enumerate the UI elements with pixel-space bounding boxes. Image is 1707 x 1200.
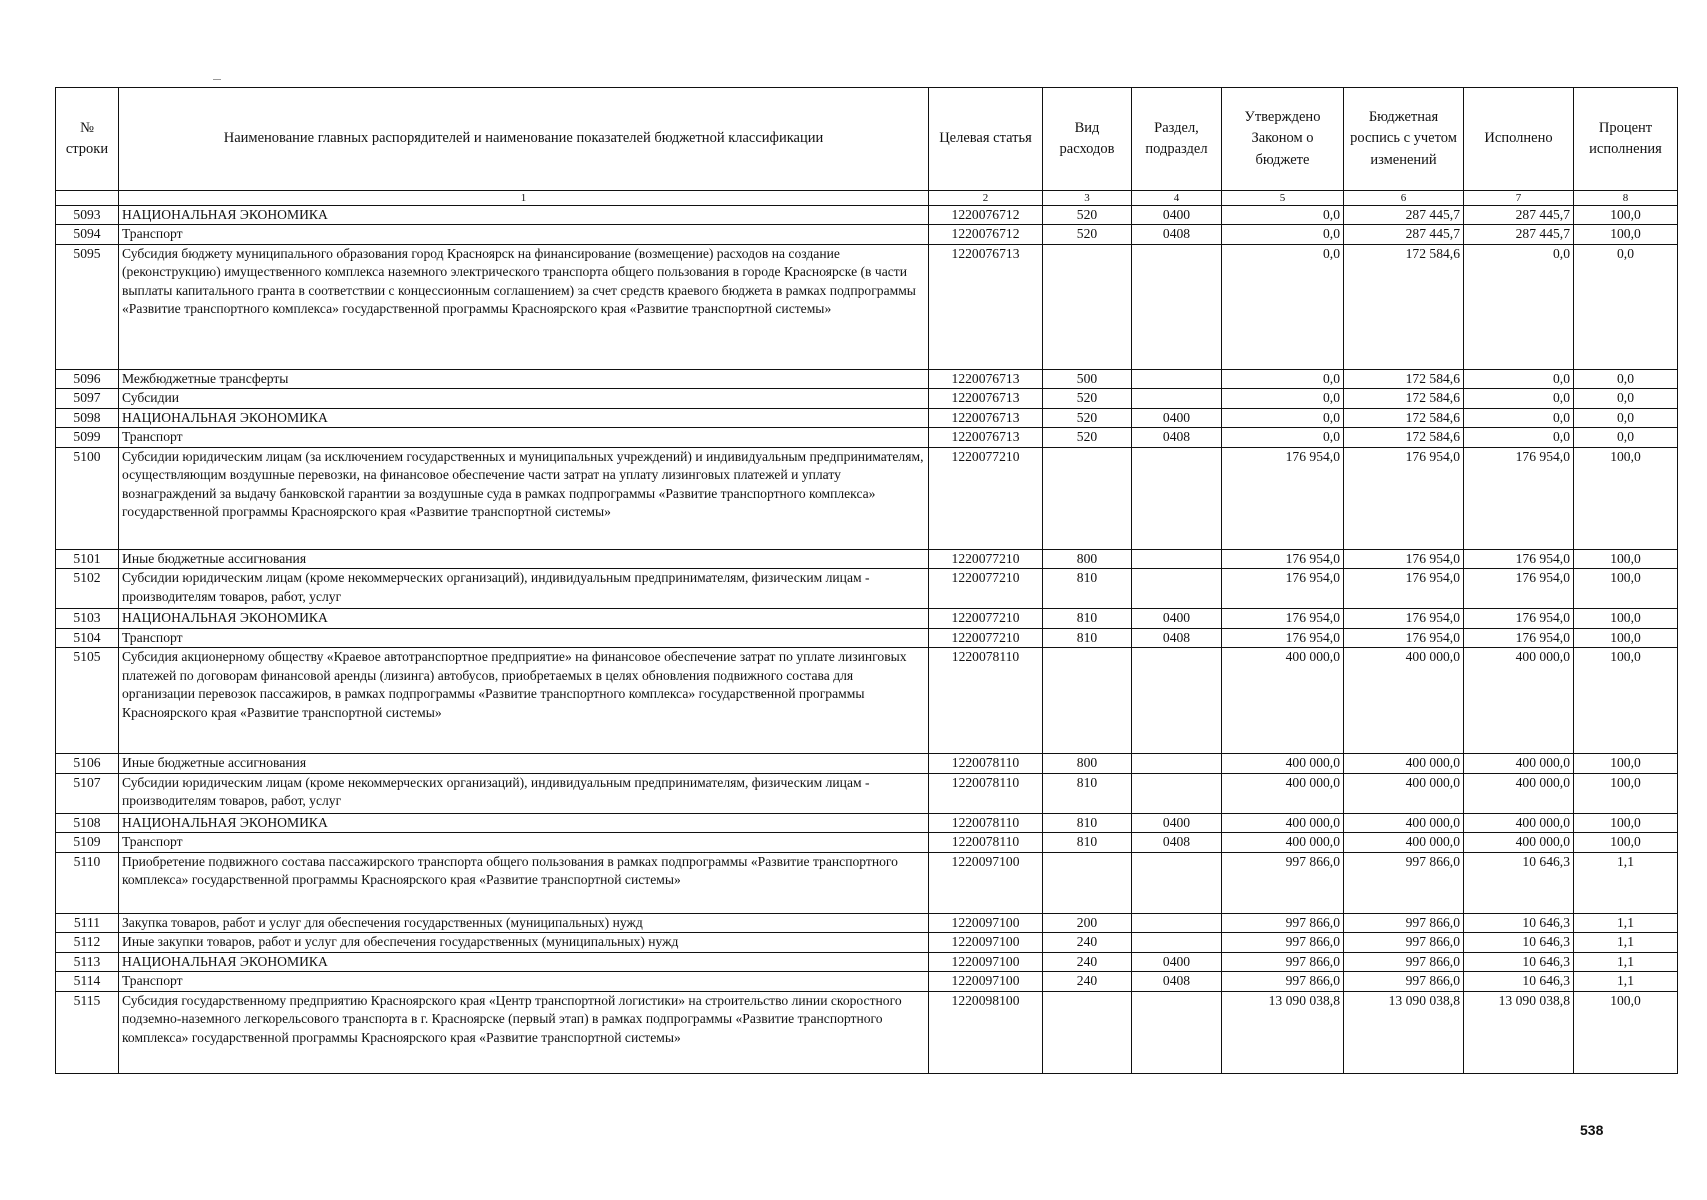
target-article-cell: 1220076713	[929, 369, 1043, 388]
percent-cell: 100,0	[1574, 991, 1678, 1073]
target-article-cell: 1220076713	[929, 244, 1043, 369]
expense-type-cell: 810	[1043, 813, 1132, 832]
indicator-name-cell: Субсидия акционерному обществу «Краевое автотранспортное предприятие» на финансовое обеспечение затрат по уплате лизинговых платежей по договорам финансовой аренды (лизинга) автобусов, приобретаемых в целях обновления подвижного состава для организации перевозок пассажиров, в рамках подпрограммы «Развитие транспортного комплекса» государственной программы Красноярского края «Развитие транспортной системы»	[119, 648, 929, 754]
row-number-cell: 5109	[56, 833, 119, 852]
section-cell: 0400	[1132, 206, 1222, 225]
expense-type-cell	[1043, 852, 1132, 913]
expense-type-cell: 520	[1043, 389, 1132, 408]
column-number: 1	[119, 191, 929, 206]
expense-type-cell: 200	[1043, 913, 1132, 932]
table-row	[56, 408, 1678, 427]
table-row	[56, 206, 1678, 225]
percent-cell: 0,0	[1574, 389, 1678, 408]
table-row	[56, 913, 1678, 932]
indicator-name-cell: НАЦИОНАЛЬНАЯ ЭКОНОМИКА	[119, 952, 929, 971]
table-row	[56, 225, 1678, 244]
table-row	[56, 369, 1678, 388]
indicator-name-cell: НАЦИОНАЛЬНАЯ ЭКОНОМИКА	[119, 813, 929, 832]
percent-cell: 100,0	[1574, 754, 1678, 773]
table-row	[56, 569, 1678, 609]
executed-cell: 400 000,0	[1464, 833, 1574, 852]
percent-cell: 1,1	[1574, 913, 1678, 932]
column-number: 5	[1222, 191, 1344, 206]
approved-cell: 0,0	[1222, 428, 1344, 447]
budget-list-cell: 172 584,6	[1344, 428, 1464, 447]
approved-cell: 13 090 038,8	[1222, 991, 1344, 1073]
budget-list-cell: 400 000,0	[1344, 833, 1464, 852]
percent-cell: 0,0	[1574, 244, 1678, 369]
budget-list-cell: 176 954,0	[1344, 569, 1464, 609]
header-executed: Исполнено	[1464, 88, 1574, 191]
expense-type-cell: 810	[1043, 773, 1132, 813]
executed-cell: 287 445,7	[1464, 206, 1574, 225]
percent-cell: 100,0	[1574, 549, 1678, 568]
column-number-blank	[56, 191, 119, 206]
target-article-cell: 1220077210	[929, 569, 1043, 609]
table-row	[56, 389, 1678, 408]
percent-cell: 1,1	[1574, 972, 1678, 991]
budget-list-cell: 997 866,0	[1344, 933, 1464, 952]
row-number-cell: 5114	[56, 972, 119, 991]
header-percent: Процент исполнения	[1574, 88, 1678, 191]
section-cell: 0400	[1132, 609, 1222, 628]
target-article-cell: 1220097100	[929, 852, 1043, 913]
target-article-cell: 1220076712	[929, 225, 1043, 244]
budget-list-cell: 400 000,0	[1344, 754, 1464, 773]
budget-list-cell: 176 954,0	[1344, 447, 1464, 549]
indicator-name-cell: Закупка товаров, работ и услуг для обеспечения государственных (муниципальных) нужд	[119, 913, 929, 932]
section-cell: 0408	[1132, 428, 1222, 447]
row-number-cell: 5110	[56, 852, 119, 913]
indicator-name-cell: Субсидия государственному предприятию Красноярского края «Центр транспортной логистики» на строительство линии скоростного подземно-наземного легкорельсового транспорта в г. Красноярске (первый этап) в рамках подпрограммы «Развитие транспортного комплекса» государственной программы Красноярского края «Развитие транспортной системы»	[119, 991, 929, 1073]
row-number-cell: 5103	[56, 609, 119, 628]
expense-type-cell	[1043, 447, 1132, 549]
indicator-name-cell: Субсидии юридическим лицам (кроме некоммерческих организаций), индивидуальным предпринимателям, физическим лицам - производителям товаров, работ, услуг	[119, 569, 929, 609]
row-number-cell: 5115	[56, 991, 119, 1073]
expense-type-cell: 810	[1043, 833, 1132, 852]
budget-execution-table	[55, 87, 1678, 1074]
executed-cell: 10 646,3	[1464, 972, 1574, 991]
expense-type-cell: 520	[1043, 225, 1132, 244]
budget-list-cell: 997 866,0	[1344, 972, 1464, 991]
approved-cell: 400 000,0	[1222, 833, 1344, 852]
row-number-cell: 5099	[56, 428, 119, 447]
target-article-cell: 1220077210	[929, 447, 1043, 549]
expense-type-cell: 800	[1043, 549, 1132, 568]
budget-list-cell: 997 866,0	[1344, 852, 1464, 913]
percent-cell: 0,0	[1574, 428, 1678, 447]
section-cell	[1132, 933, 1222, 952]
row-number-cell: 5093	[56, 206, 119, 225]
indicator-name-cell: Межбюджетные трансферты	[119, 369, 929, 388]
indicator-name-cell: Субсидии юридическим лицам (кроме некоммерческих организаций), индивидуальным предпринимателям, физическим лицам - производителям товаров, работ, услуг	[119, 773, 929, 813]
indicator-name-cell: Иные бюджетные ассигнования	[119, 549, 929, 568]
approved-cell: 176 954,0	[1222, 447, 1344, 549]
section-cell: 0408	[1132, 225, 1222, 244]
percent-cell: 100,0	[1574, 447, 1678, 549]
column-number-row	[56, 191, 1678, 206]
approved-cell: 400 000,0	[1222, 648, 1344, 754]
header-expense-type: Вид расходов	[1043, 88, 1132, 191]
target-article-cell: 1220078110	[929, 754, 1043, 773]
executed-cell: 400 000,0	[1464, 754, 1574, 773]
budget-list-cell: 176 954,0	[1344, 628, 1464, 647]
table-row	[56, 648, 1678, 754]
column-number: 8	[1574, 191, 1678, 206]
approved-cell: 400 000,0	[1222, 813, 1344, 832]
page-number: 538	[1580, 1122, 1604, 1138]
header-row	[56, 88, 1678, 191]
table-row	[56, 833, 1678, 852]
percent-cell: 1,1	[1574, 952, 1678, 971]
row-number-cell: 5100	[56, 447, 119, 549]
target-article-cell: 1220097100	[929, 952, 1043, 971]
section-cell: 0400	[1132, 408, 1222, 427]
table-row	[56, 852, 1678, 913]
target-article-cell: 1220078110	[929, 773, 1043, 813]
budget-list-cell: 287 445,7	[1344, 225, 1464, 244]
percent-cell: 100,0	[1574, 773, 1678, 813]
budget-list-cell: 400 000,0	[1344, 813, 1464, 832]
budget-list-cell: 176 954,0	[1344, 549, 1464, 568]
budget-list-cell: 172 584,6	[1344, 408, 1464, 427]
executed-cell: 400 000,0	[1464, 648, 1574, 754]
header-approved: Утверждено Законом о бюджете	[1222, 88, 1344, 191]
indicator-name-cell: Иные бюджетные ассигнования	[119, 754, 929, 773]
executed-cell: 13 090 038,8	[1464, 991, 1574, 1073]
table-row	[56, 933, 1678, 952]
row-number-cell: 5098	[56, 408, 119, 427]
indicator-name-cell: НАЦИОНАЛЬНАЯ ЭКОНОМИКА	[119, 609, 929, 628]
executed-cell: 400 000,0	[1464, 773, 1574, 813]
percent-cell: 1,1	[1574, 852, 1678, 913]
indicator-name-cell: Транспорт	[119, 628, 929, 647]
header-target-article: Целевая статья	[929, 88, 1043, 191]
section-cell: 0400	[1132, 952, 1222, 971]
percent-cell: 0,0	[1574, 408, 1678, 427]
target-article-cell: 1220077210	[929, 549, 1043, 568]
section-cell	[1132, 569, 1222, 609]
budget-list-cell: 172 584,6	[1344, 369, 1464, 388]
target-article-cell: 1220076713	[929, 389, 1043, 408]
budget-list-cell: 400 000,0	[1344, 773, 1464, 813]
expense-type-cell: 240	[1043, 933, 1132, 952]
target-article-cell: 1220098100	[929, 991, 1043, 1073]
indicator-name-cell: Транспорт	[119, 225, 929, 244]
approved-cell: 176 954,0	[1222, 569, 1344, 609]
section-cell	[1132, 447, 1222, 549]
row-number-cell: 5107	[56, 773, 119, 813]
budget-list-cell: 997 866,0	[1344, 952, 1464, 971]
budget-list-cell: 287 445,7	[1344, 206, 1464, 225]
budget-list-cell: 172 584,6	[1344, 389, 1464, 408]
expense-type-cell: 520	[1043, 428, 1132, 447]
budget-list-cell: 400 000,0	[1344, 648, 1464, 754]
target-article-cell: 1220077210	[929, 609, 1043, 628]
approved-cell: 0,0	[1222, 369, 1344, 388]
percent-cell: 100,0	[1574, 833, 1678, 852]
executed-cell: 0,0	[1464, 389, 1574, 408]
executed-cell: 10 646,3	[1464, 952, 1574, 971]
row-number-cell: 5105	[56, 648, 119, 754]
approved-cell: 997 866,0	[1222, 952, 1344, 971]
target-article-cell: 1220076713	[929, 428, 1043, 447]
row-number-cell: 5094	[56, 225, 119, 244]
target-article-cell: 1220076712	[929, 206, 1043, 225]
percent-cell: 100,0	[1574, 569, 1678, 609]
indicator-name-cell: НАЦИОНАЛЬНАЯ ЭКОНОМИКА	[119, 206, 929, 225]
table-row	[56, 754, 1678, 773]
row-number-cell: 5108	[56, 813, 119, 832]
target-article-cell: 1220097100	[929, 913, 1043, 932]
section-cell: 0408	[1132, 972, 1222, 991]
table-row	[56, 773, 1678, 813]
table-row	[56, 813, 1678, 832]
section-cell	[1132, 389, 1222, 408]
section-cell	[1132, 913, 1222, 932]
section-cell	[1132, 244, 1222, 369]
table-row	[56, 952, 1678, 971]
approved-cell: 176 954,0	[1222, 609, 1344, 628]
column-number: 3	[1043, 191, 1132, 206]
approved-cell: 997 866,0	[1222, 933, 1344, 952]
executed-cell: 176 954,0	[1464, 447, 1574, 549]
executed-cell: 176 954,0	[1464, 628, 1574, 647]
expense-type-cell: 810	[1043, 609, 1132, 628]
row-number-cell: 5102	[56, 569, 119, 609]
approved-cell: 176 954,0	[1222, 628, 1344, 647]
approved-cell: 0,0	[1222, 225, 1344, 244]
header-budget-list: Бюджетная роспись с учетом изменений	[1344, 88, 1464, 191]
table-row	[56, 549, 1678, 568]
indicator-name-cell: Субсидия бюджету муниципального образования город Красноярск на финансирование (возмещение) расходов на создание (реконструкцию) имущественного комплекса наземного электрического транспорта общего пользования в городе Красноярске (в части выплаты капитального гранта в соответствии с концессионным соглашением) за счет средств краевого бюджета в рамках подпрограммы «Развитие транспортного комплекса» государственной программы Красноярского края «Развитие транспортной системы»	[119, 244, 929, 369]
indicator-name-cell: Субсидии	[119, 389, 929, 408]
table-row	[56, 447, 1678, 549]
executed-cell: 10 646,3	[1464, 933, 1574, 952]
header-section: Раздел, подраздел	[1132, 88, 1222, 191]
section-cell	[1132, 549, 1222, 568]
expense-type-cell: 240	[1043, 972, 1132, 991]
executed-cell: 176 954,0	[1464, 549, 1574, 568]
table-row	[56, 244, 1678, 369]
row-number-cell: 5104	[56, 628, 119, 647]
section-cell	[1132, 648, 1222, 754]
row-number-cell: 5097	[56, 389, 119, 408]
expense-type-cell: 500	[1043, 369, 1132, 388]
row-number-cell: 5106	[56, 754, 119, 773]
expense-type-cell	[1043, 648, 1132, 754]
section-cell	[1132, 773, 1222, 813]
executed-cell: 287 445,7	[1464, 225, 1574, 244]
executed-cell: 0,0	[1464, 428, 1574, 447]
approved-cell: 0,0	[1222, 244, 1344, 369]
section-cell	[1132, 369, 1222, 388]
table-body	[56, 206, 1678, 1074]
section-cell: 0408	[1132, 833, 1222, 852]
expense-type-cell: 520	[1043, 206, 1132, 225]
target-article-cell: 1220078110	[929, 648, 1043, 754]
executed-cell: 176 954,0	[1464, 609, 1574, 628]
approved-cell: 400 000,0	[1222, 754, 1344, 773]
approved-cell: 997 866,0	[1222, 913, 1344, 932]
budget-list-cell: 172 584,6	[1344, 244, 1464, 369]
percent-cell: 100,0	[1574, 628, 1678, 647]
approved-cell: 0,0	[1222, 408, 1344, 427]
column-number: 4	[1132, 191, 1222, 206]
budget-list-cell: 176 954,0	[1344, 609, 1464, 628]
target-article-cell: 1220078110	[929, 813, 1043, 832]
executed-cell: 10 646,3	[1464, 852, 1574, 913]
approved-cell: 0,0	[1222, 206, 1344, 225]
section-cell	[1132, 991, 1222, 1073]
percent-cell: 100,0	[1574, 813, 1678, 832]
approved-cell: 400 000,0	[1222, 773, 1344, 813]
table-row	[56, 991, 1678, 1073]
row-number-cell: 5113	[56, 952, 119, 971]
indicator-name-cell: Приобретение подвижного состава пассажирского транспорта общего пользования в рамках подпрограммы «Развитие транспортного комплекса» государственной программы Красноярского края «Развитие транспортной системы»	[119, 852, 929, 913]
section-cell: 0408	[1132, 628, 1222, 647]
row-number-cell: 5096	[56, 369, 119, 388]
approved-cell: 176 954,0	[1222, 549, 1344, 568]
approved-cell: 997 866,0	[1222, 852, 1344, 913]
table-row	[56, 428, 1678, 447]
indicator-name-cell: Транспорт	[119, 972, 929, 991]
indicator-name-cell: Субсидии юридическим лицам (за исключением государственных и муниципальных учреждений) и индивидуальным предпринимателям, осуществляющим воздушные перевозки, на финансовое обеспечение части затрат на уплату лизинговых платежей и уплату вознаграждений за выдачу банковской гарантии за воздушные суда в рамках подпрограммы «Развитие транспортного комплекса» государственной программы Красноярского края «Развитие транспортной системы»	[119, 447, 929, 549]
executed-cell: 0,0	[1464, 244, 1574, 369]
expense-type-cell	[1043, 991, 1132, 1073]
header-name: Наименование главных распорядителей и наименование показателей бюджетной классификации	[119, 88, 929, 191]
row-number-cell: 5112	[56, 933, 119, 952]
percent-cell: 1,1	[1574, 933, 1678, 952]
expense-type-cell: 810	[1043, 628, 1132, 647]
header-row-number: № строки	[56, 88, 119, 191]
table-row	[56, 628, 1678, 647]
table-row	[56, 972, 1678, 991]
executed-cell: 0,0	[1464, 408, 1574, 427]
column-number: 2	[929, 191, 1043, 206]
budget-list-cell: 997 866,0	[1344, 913, 1464, 932]
target-article-cell: 1220097100	[929, 972, 1043, 991]
target-article-cell: 1220077210	[929, 628, 1043, 647]
section-cell	[1132, 852, 1222, 913]
approved-cell: 997 866,0	[1222, 972, 1344, 991]
expense-type-cell: 240	[1043, 952, 1132, 971]
expense-type-cell	[1043, 244, 1132, 369]
percent-cell: 100,0	[1574, 225, 1678, 244]
percent-cell: 100,0	[1574, 648, 1678, 754]
column-number: 7	[1464, 191, 1574, 206]
indicator-name-cell: Транспорт	[119, 428, 929, 447]
approved-cell: 0,0	[1222, 389, 1344, 408]
percent-cell: 100,0	[1574, 609, 1678, 628]
indicator-name-cell: НАЦИОНАЛЬНАЯ ЭКОНОМИКА	[119, 408, 929, 427]
row-number-cell: 5101	[56, 549, 119, 568]
scan-mark	[213, 79, 221, 80]
target-article-cell: 1220097100	[929, 933, 1043, 952]
indicator-name-cell: Транспорт	[119, 833, 929, 852]
executed-cell: 10 646,3	[1464, 913, 1574, 932]
row-number-cell: 5111	[56, 913, 119, 932]
expense-type-cell: 810	[1043, 569, 1132, 609]
percent-cell: 0,0	[1574, 369, 1678, 388]
budget-list-cell: 13 090 038,8	[1344, 991, 1464, 1073]
percent-cell: 100,0	[1574, 206, 1678, 225]
indicator-name-cell: Иные закупки товаров, работ и услуг для обеспечения государственных (муниципальных) нужд	[119, 933, 929, 952]
expense-type-cell: 800	[1043, 754, 1132, 773]
target-article-cell: 1220076713	[929, 408, 1043, 427]
executed-cell: 400 000,0	[1464, 813, 1574, 832]
column-number: 6	[1344, 191, 1464, 206]
target-article-cell: 1220078110	[929, 833, 1043, 852]
section-cell: 0400	[1132, 813, 1222, 832]
row-number-cell: 5095	[56, 244, 119, 369]
section-cell	[1132, 754, 1222, 773]
executed-cell: 176 954,0	[1464, 569, 1574, 609]
executed-cell: 0,0	[1464, 369, 1574, 388]
table-row	[56, 609, 1678, 628]
expense-type-cell: 520	[1043, 408, 1132, 427]
